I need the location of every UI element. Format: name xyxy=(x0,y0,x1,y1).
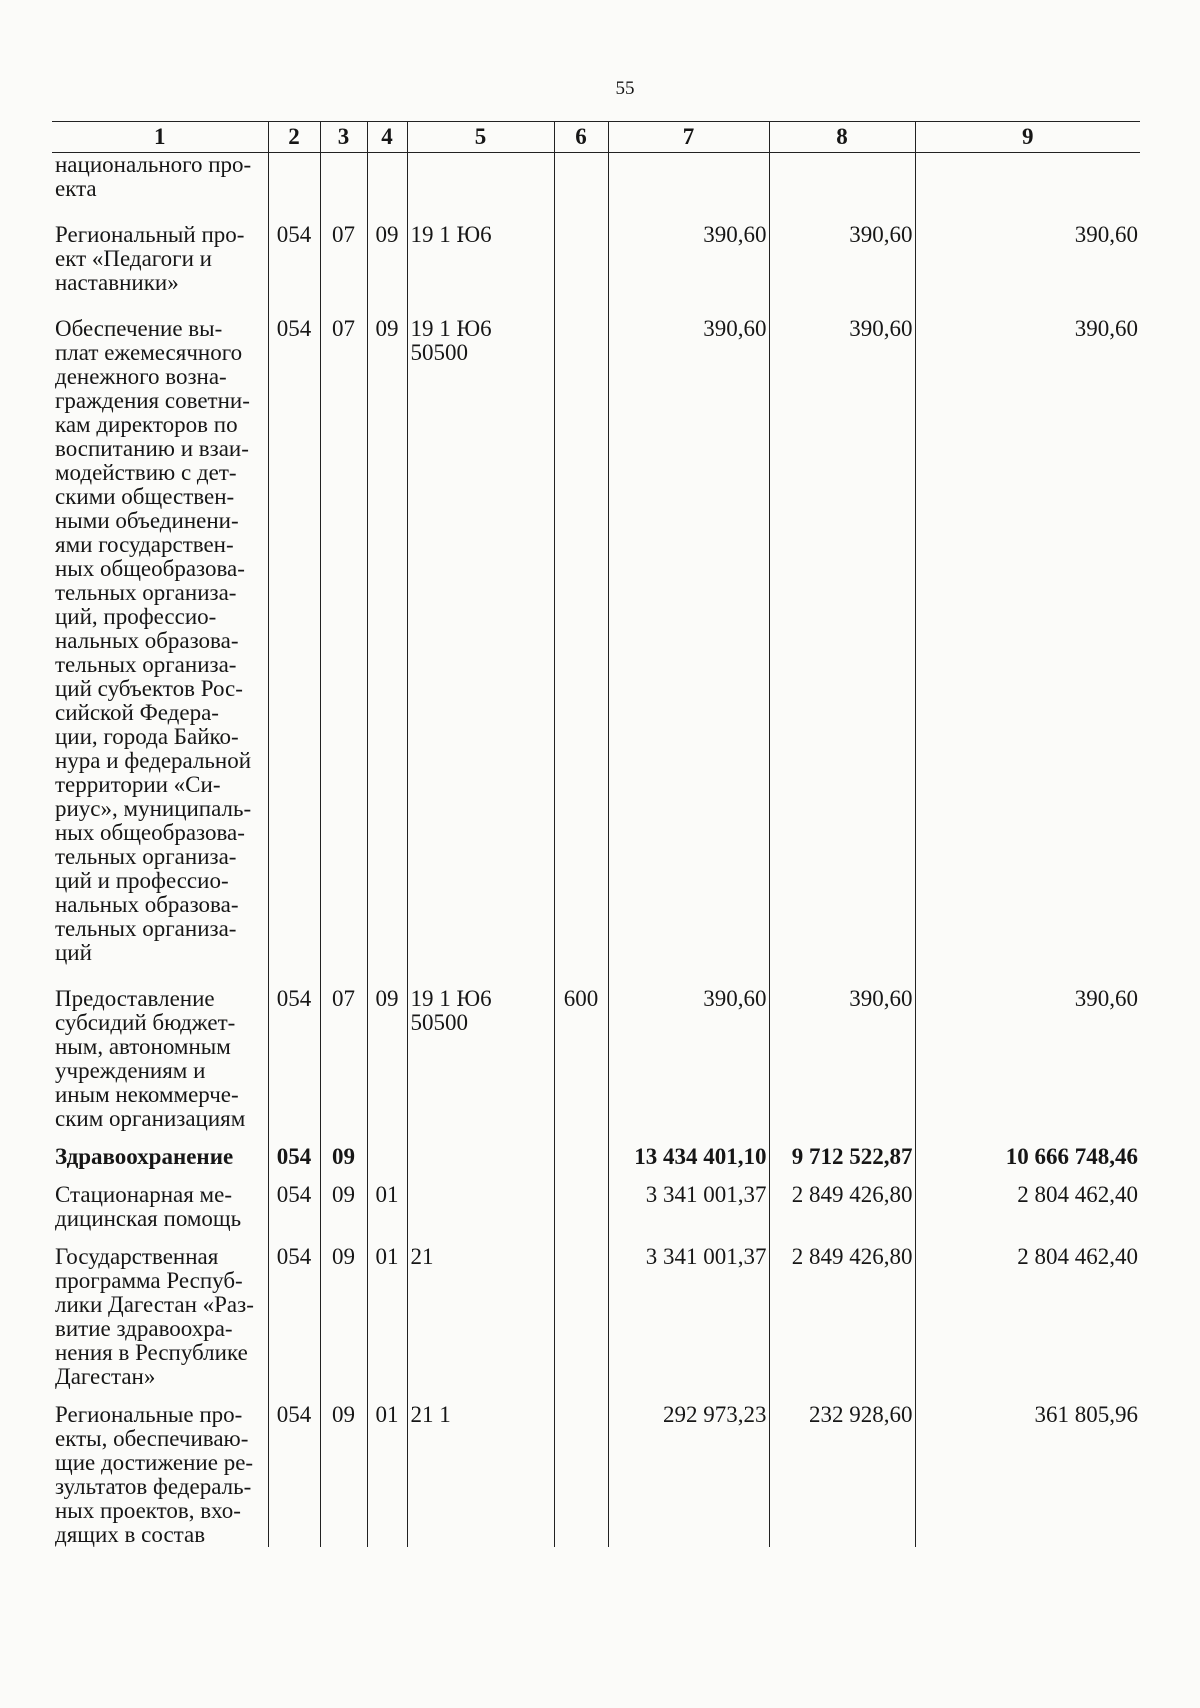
spacer-cell xyxy=(268,295,320,317)
row-col-4: 01 xyxy=(367,1245,407,1389)
row-col-5: 19 1 Ю6 xyxy=(407,223,554,295)
table-row xyxy=(52,1403,1140,1547)
spacer-cell xyxy=(769,295,915,317)
row-col-5 xyxy=(407,153,554,202)
spacer-cell xyxy=(608,1169,769,1183)
spacer-cell xyxy=(769,1169,915,1183)
row-col-7: 3 341 001,37 xyxy=(608,1245,769,1389)
spacer-cell xyxy=(367,965,407,987)
row-col-5: 21 1 xyxy=(407,1403,554,1547)
row-spacer xyxy=(52,1169,1140,1183)
row-col-6 xyxy=(554,1145,608,1169)
spacer-cell xyxy=(608,1231,769,1245)
row-description: Предоставление субсидий бюджет- ным, автономным учреждениям и иным некоммерче- ским организациям xyxy=(55,986,246,1131)
row-col-4: 01 xyxy=(367,1403,407,1547)
spacer-cell xyxy=(554,1389,608,1403)
spacer-cell xyxy=(320,1389,367,1403)
header-col-7: 7 xyxy=(608,122,769,153)
row-description: Стационарная ме- дицинская помощь xyxy=(55,1182,242,1231)
spacer-cell xyxy=(407,295,554,317)
spacer-cell xyxy=(367,1169,407,1183)
table-row xyxy=(52,223,1140,295)
spacer-cell xyxy=(367,201,407,223)
row-col-5: 19 1 Ю6 50500 xyxy=(407,987,554,1131)
header-col-2: 2 xyxy=(268,122,320,153)
row-spacer xyxy=(52,201,1140,223)
row-col-9 xyxy=(915,153,1140,202)
row-col-6 xyxy=(554,1183,608,1231)
row-col-3: 09 xyxy=(320,1183,367,1231)
row-col-9: 390,60 xyxy=(915,223,1140,295)
spacer-cell xyxy=(268,1169,320,1183)
row-description: национального про- екта xyxy=(55,152,252,201)
row-col-2: 054 xyxy=(268,1183,320,1231)
row-col-7: 390,60 xyxy=(608,223,769,295)
spacer-cell xyxy=(915,201,1140,223)
spacer-cell xyxy=(52,201,268,223)
row-col-7: 13 434 401,10 xyxy=(608,1145,769,1169)
table-row xyxy=(52,1145,1140,1169)
table-row xyxy=(52,987,1140,1131)
row-col-9: 361 805,96 xyxy=(915,1403,1140,1547)
row-col-3: 07 xyxy=(320,987,367,1131)
header-col-8: 8 xyxy=(769,122,915,153)
row-col-6 xyxy=(554,223,608,295)
spacer-cell xyxy=(554,965,608,987)
row-col-4: 09 xyxy=(367,987,407,1131)
table-row xyxy=(52,1245,1140,1389)
row-col-4: 09 xyxy=(367,223,407,295)
row-spacer xyxy=(52,1231,1140,1245)
row-spacer xyxy=(52,1131,1140,1145)
spacer-cell xyxy=(52,1389,268,1403)
row-col-2: 054 xyxy=(268,1403,320,1547)
spacer-cell xyxy=(608,1131,769,1145)
spacer-cell xyxy=(407,1389,554,1403)
spacer-cell xyxy=(268,1231,320,1245)
spacer-cell xyxy=(554,201,608,223)
row-col-6 xyxy=(554,1403,608,1547)
header-col-5: 5 xyxy=(407,122,554,153)
row-col-9: 2 804 462,40 xyxy=(915,1183,1140,1231)
spacer-cell xyxy=(915,1169,1140,1183)
spacer-cell xyxy=(407,1131,554,1145)
row-col-9: 390,60 xyxy=(915,987,1140,1131)
row-description: Обеспечение вы- плат ежемесячного денежного возна- граждения советни- кам директоров по воспитанию и взаи- модействию с дет- скими обществен- ными объединени- ями государствен- ных общеобразова- тельных организа- ций, профессио- нальных образова- тельных организа- ций субъектов Рос- сийской Федера- ции, города Байко- нура и федеральной территории «Си- риус», муниципаль- ных общеобразова- тельных организа- ций и профессио- нальных образова- тельных организа- ций xyxy=(55,316,252,965)
row-col-8: 2 849 426,80 xyxy=(769,1183,915,1231)
spacer-cell xyxy=(554,1169,608,1183)
table-row xyxy=(52,1183,1140,1231)
row-col-7: 3 341 001,37 xyxy=(608,1183,769,1231)
row-col-8: 390,60 xyxy=(769,987,915,1131)
budget-table xyxy=(52,121,1140,1547)
spacer-cell xyxy=(915,295,1140,317)
row-spacer xyxy=(52,295,1140,317)
spacer-cell xyxy=(407,201,554,223)
spacer-cell xyxy=(268,965,320,987)
spacer-cell xyxy=(367,1131,407,1145)
row-col-3: 07 xyxy=(320,317,367,965)
spacer-cell xyxy=(608,965,769,987)
row-col-8: 390,60 xyxy=(769,317,915,965)
row-col-7 xyxy=(608,153,769,202)
row-col-2: 054 xyxy=(268,223,320,295)
row-col-9: 390,60 xyxy=(915,317,1140,965)
row-col-3: 07 xyxy=(320,223,367,295)
row-col-6 xyxy=(554,317,608,965)
row-col-8: 9 712 522,87 xyxy=(769,1145,915,1169)
row-col-2: 054 xyxy=(268,317,320,965)
row-col-2: 054 xyxy=(268,1145,320,1169)
spacer-cell xyxy=(268,1131,320,1145)
row-col-2: 054 xyxy=(268,987,320,1131)
spacer-cell xyxy=(407,965,554,987)
spacer-cell xyxy=(769,1131,915,1145)
row-col-3: 09 xyxy=(320,1403,367,1547)
row-description: Региональный про- ект «Педагоги и наставники» xyxy=(55,222,245,295)
row-col-4: 09 xyxy=(367,317,407,965)
spacer-cell xyxy=(52,1231,268,1245)
row-col-4 xyxy=(367,153,407,202)
spacer-cell xyxy=(915,965,1140,987)
row-col-2: 054 xyxy=(268,1245,320,1389)
spacer-cell xyxy=(915,1131,1140,1145)
row-col-3: 09 xyxy=(320,1245,367,1389)
spacer-cell xyxy=(367,1389,407,1403)
row-col-5: 21 xyxy=(407,1245,554,1389)
table-header-row xyxy=(52,122,1140,153)
row-col-8: 232 928,60 xyxy=(769,1403,915,1547)
spacer-cell xyxy=(367,295,407,317)
spacer-cell xyxy=(769,1231,915,1245)
spacer-cell xyxy=(320,201,367,223)
row-col-9: 10 666 748,46 xyxy=(915,1145,1140,1169)
row-col-7: 292 973,23 xyxy=(608,1403,769,1547)
row-col-3: 09 xyxy=(320,1145,367,1169)
row-col-8: 390,60 xyxy=(769,223,915,295)
row-col-5 xyxy=(407,1183,554,1231)
row-col-5 xyxy=(407,1145,554,1169)
header-col-3: 3 xyxy=(320,122,367,153)
spacer-cell xyxy=(268,1389,320,1403)
spacer-cell xyxy=(915,1389,1140,1403)
page-number: 55 xyxy=(615,78,635,99)
spacer-cell xyxy=(407,1169,554,1183)
spacer-cell xyxy=(608,1389,769,1403)
row-col-9: 2 804 462,40 xyxy=(915,1245,1140,1389)
spacer-cell xyxy=(320,1131,367,1145)
row-col-7: 390,60 xyxy=(608,987,769,1131)
row-description: Региональные про- екты, обеспечиваю- щие достижение ре- зультатов федераль- ных проектов, вхо- дящих в состав xyxy=(55,1402,254,1547)
spacer-cell xyxy=(554,1131,608,1145)
spacer-cell xyxy=(52,1131,268,1145)
row-col-6: 600 xyxy=(554,987,608,1131)
row-col-7: 390,60 xyxy=(608,317,769,965)
spacer-cell xyxy=(769,201,915,223)
row-col-2 xyxy=(268,153,320,202)
spacer-cell xyxy=(915,1231,1140,1245)
header-col-1: 1 xyxy=(52,122,268,153)
header-col-6: 6 xyxy=(554,122,608,153)
spacer-cell xyxy=(769,1389,915,1403)
spacer-cell xyxy=(608,201,769,223)
row-description: Здравоохранение xyxy=(55,1144,234,1169)
spacer-cell xyxy=(608,295,769,317)
row-col-4 xyxy=(367,1145,407,1169)
spacer-cell xyxy=(320,965,367,987)
spacer-cell xyxy=(320,1231,367,1245)
spacer-cell xyxy=(407,1231,554,1245)
row-col-5: 19 1 Ю6 50500 xyxy=(407,317,554,965)
spacer-cell xyxy=(320,1169,367,1183)
row-col-3 xyxy=(320,153,367,202)
spacer-cell xyxy=(367,1231,407,1245)
row-col-8: 2 849 426,80 xyxy=(769,1245,915,1389)
spacer-cell xyxy=(52,1169,268,1183)
row-spacer xyxy=(52,1389,1140,1403)
header-col-4: 4 xyxy=(367,122,407,153)
table-row xyxy=(52,153,1140,202)
row-spacer xyxy=(52,965,1140,987)
spacer-cell xyxy=(320,295,367,317)
spacer-cell xyxy=(554,295,608,317)
table-row xyxy=(52,317,1140,965)
header-col-9: 9 xyxy=(915,122,1140,153)
row-col-4: 01 xyxy=(367,1183,407,1231)
spacer-cell xyxy=(52,295,268,317)
spacer-cell xyxy=(554,1231,608,1245)
spacer-cell xyxy=(268,201,320,223)
spacer-cell xyxy=(52,965,268,987)
spacer-cell xyxy=(769,965,915,987)
row-col-8 xyxy=(769,153,915,202)
row-description: Государственная программа Респуб- лики Дагестан «Раз- витие здравоохра- нения в Республике Дагестан» xyxy=(55,1244,254,1389)
row-col-6 xyxy=(554,153,608,202)
row-col-6 xyxy=(554,1245,608,1389)
